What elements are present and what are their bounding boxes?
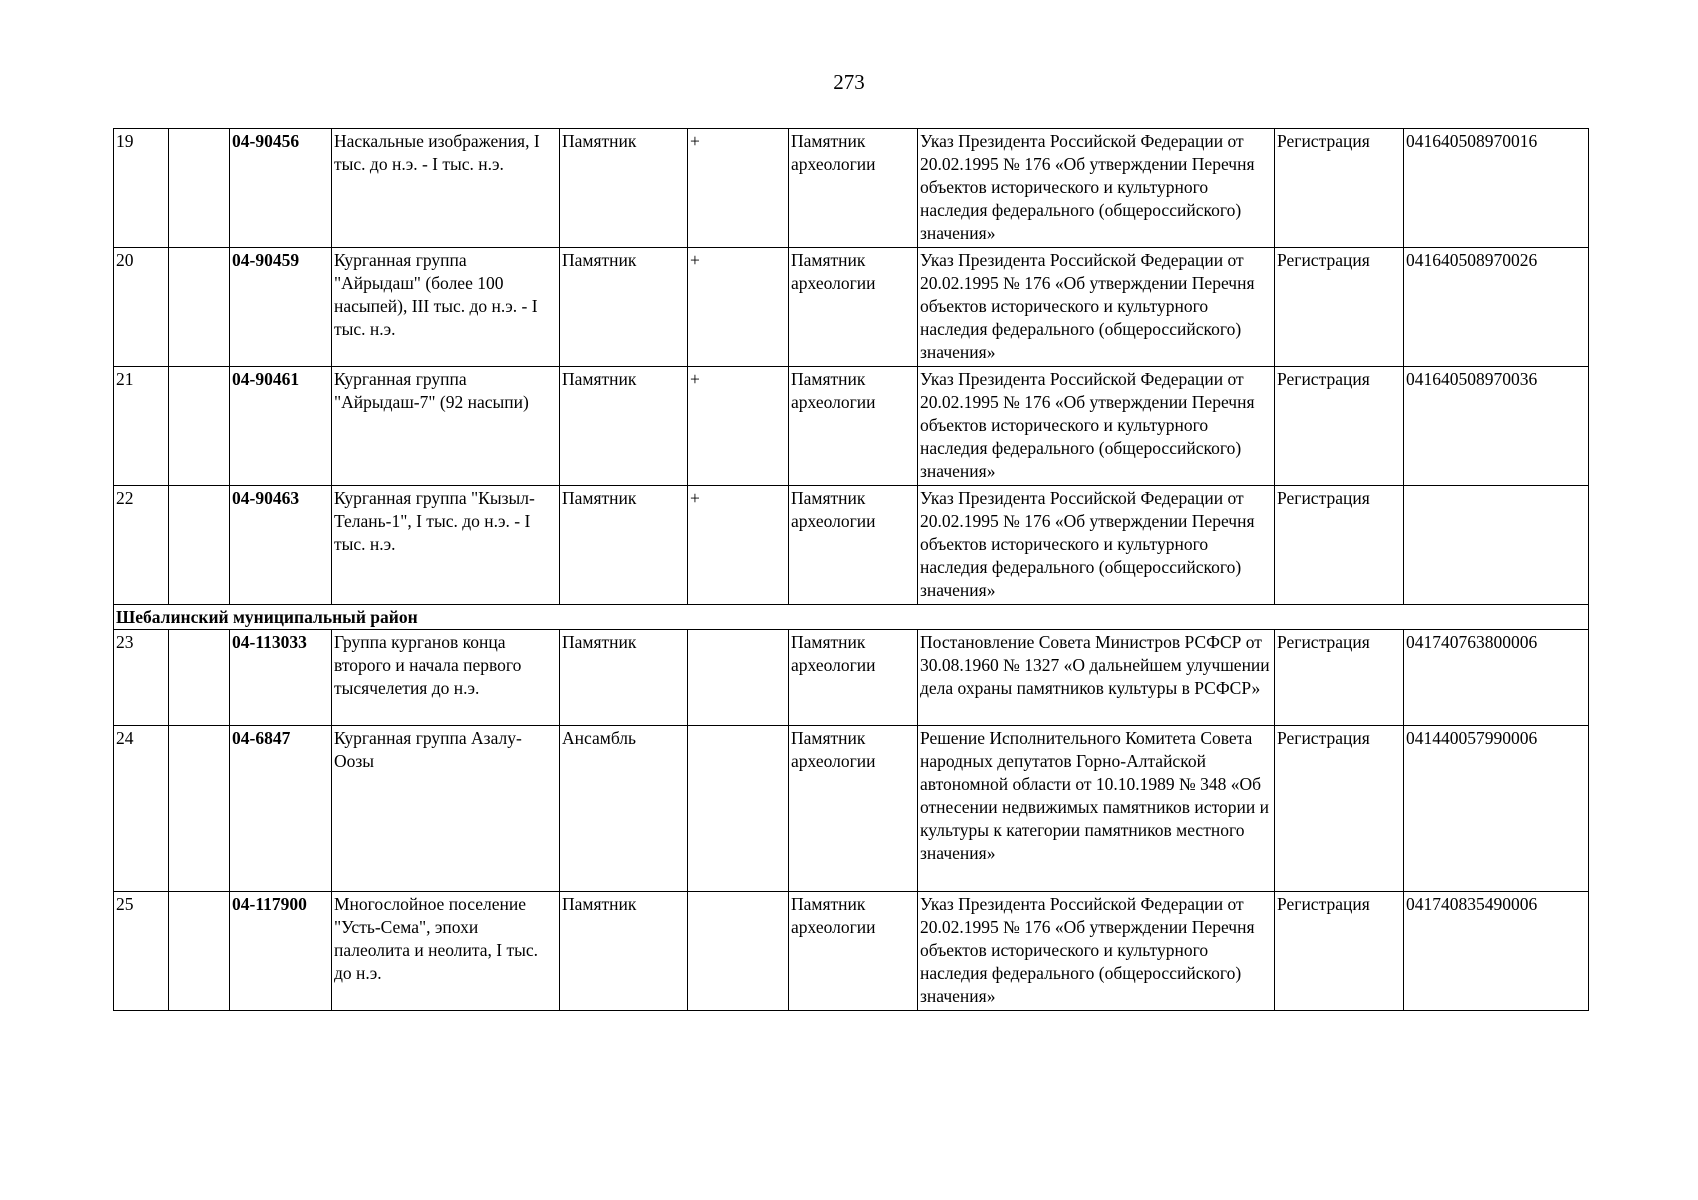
mark-cell: + bbox=[688, 248, 789, 367]
registration-number: 041640508970016 bbox=[1404, 129, 1589, 248]
object-code: 04-6847 bbox=[230, 726, 332, 892]
status-cell: Регистрация bbox=[1275, 726, 1404, 892]
empty-cell bbox=[169, 367, 230, 486]
status-cell: Регистрация bbox=[1275, 248, 1404, 367]
mark-cell bbox=[688, 726, 789, 892]
empty-cell bbox=[169, 726, 230, 892]
row-number: 25 bbox=[114, 892, 169, 1011]
row-number: 24 bbox=[114, 726, 169, 892]
status-cell: Регистрация bbox=[1275, 367, 1404, 486]
registration-number: 041740763800006 bbox=[1404, 630, 1589, 726]
mark-cell bbox=[688, 630, 789, 726]
status-cell: Регистрация bbox=[1275, 892, 1404, 1011]
legal-document: Указ Президента Российской Федерации от 20.02.1995 № 176 «Об утверждении Перечня объектов исторического и культурного наследия федерального (общероссийского) значения» bbox=[918, 248, 1275, 367]
object-code: 04-90456 bbox=[230, 129, 332, 248]
object-name: Курганная группа "Кызыл-Телань-1", I тыс. до н.э. - I тыс. н.э. bbox=[332, 486, 560, 605]
registration-number: 041740835490006 bbox=[1404, 892, 1589, 1011]
legal-document: Постановление Совета Министров РСФСР от 30.08.1960 № 1327 «О дальнейшем улучшении дела охраны памятников культуры в РСФСР» bbox=[918, 630, 1275, 726]
object-type: Памятник bbox=[560, 892, 688, 1011]
page-number: 273 bbox=[833, 70, 865, 94]
object-type: Ансамбль bbox=[560, 726, 688, 892]
empty-cell bbox=[169, 892, 230, 1011]
status-cell: Регистрация bbox=[1275, 129, 1404, 248]
mark-cell: + bbox=[688, 129, 789, 248]
object-code: 04-90461 bbox=[230, 367, 332, 486]
row-number: 23 bbox=[114, 630, 169, 726]
mark-cell bbox=[688, 892, 789, 1011]
table-row bbox=[114, 726, 1589, 892]
row-number: 21 bbox=[114, 367, 169, 486]
object-name: Курганная группа "Айрыдаш-7" (92 насыпи) bbox=[332, 367, 560, 486]
object-category: Памятник археологии bbox=[789, 726, 918, 892]
table-row bbox=[114, 367, 1589, 486]
legal-document: Указ Президента Российской Федерации от 20.02.1995 № 176 «Об утверждении Перечня объектов исторического и культурного наследия федерального (общероссийского) значения» bbox=[918, 486, 1275, 605]
object-name: Многослойное поселение "Усть-Сема", эпохи палеолита и неолита, I тыс. до н.э. bbox=[332, 892, 560, 1011]
mark-cell: + bbox=[688, 367, 789, 486]
status-cell: Регистрация bbox=[1275, 486, 1404, 605]
object-type: Памятник bbox=[560, 129, 688, 248]
registration-number: 041640508970036 bbox=[1404, 367, 1589, 486]
row-number: 19 bbox=[114, 129, 169, 248]
object-type: Памятник bbox=[560, 248, 688, 367]
empty-cell bbox=[169, 129, 230, 248]
object-code: 04-90459 bbox=[230, 248, 332, 367]
object-category: Памятник археологии bbox=[789, 248, 918, 367]
legal-document: Указ Президента Российской Федерации от 20.02.1995 № 176 «Об утверждении Перечня объектов исторического и культурного наследия федерального (общероссийского) значения» bbox=[918, 129, 1275, 248]
row-number: 20 bbox=[114, 248, 169, 367]
object-type: Памятник bbox=[560, 367, 688, 486]
legal-document: Указ Президента Российской Федерации от 20.02.1995 № 176 «Об утверждении Перечня объектов исторического и культурного наследия федерального (общероссийского) значения» bbox=[918, 892, 1275, 1011]
registration-number: 041640508970026 bbox=[1404, 248, 1589, 367]
table-row bbox=[114, 248, 1589, 367]
object-category: Памятник археологии bbox=[789, 367, 918, 486]
object-category: Памятник археологии bbox=[789, 129, 918, 248]
object-category: Памятник археологии bbox=[789, 630, 918, 726]
registration-number bbox=[1404, 486, 1589, 605]
object-code: 04-117900 bbox=[230, 892, 332, 1011]
object-code: 04-113033 bbox=[230, 630, 332, 726]
legal-document: Указ Президента Российской Федерации от 20.02.1995 № 176 «Об утверждении Перечня объектов исторического и культурного наследия федерального (общероссийского) значения» bbox=[918, 367, 1275, 486]
object-type: Памятник bbox=[560, 630, 688, 726]
table-row bbox=[114, 630, 1589, 726]
object-type: Памятник bbox=[560, 486, 688, 605]
object-name: Курганная группа Азалу-Оозы bbox=[332, 726, 560, 892]
row-number: 22 bbox=[114, 486, 169, 605]
object-code: 04-90463 bbox=[230, 486, 332, 605]
section-header-row bbox=[114, 605, 1589, 630]
legal-document: Решение Исполнительного Комитета Совета народных депутатов Горно-Алтайской автономной области от 10.10.1989 № 348 «Об отнесении недвижимых памятников истории и культуры к категории памятников местного значения» bbox=[918, 726, 1275, 892]
table-row bbox=[114, 129, 1589, 248]
empty-cell bbox=[169, 486, 230, 605]
section-title: Шебалинский муниципальный район bbox=[114, 605, 1589, 630]
registration-number: 041440057990006 bbox=[1404, 726, 1589, 892]
object-name: Группа курганов конца второго и начала первого тысячелетия до н.э. bbox=[332, 630, 560, 726]
status-cell: Регистрация bbox=[1275, 630, 1404, 726]
table-row bbox=[114, 892, 1589, 1011]
empty-cell bbox=[169, 630, 230, 726]
object-category: Памятник археологии bbox=[789, 892, 918, 1011]
heritage-registry-table bbox=[113, 128, 1589, 1011]
object-name: Курганная группа "Айрыдаш" (более 100 насыпей), III тыс. до н.э. - I тыс. н.э. bbox=[332, 248, 560, 367]
empty-cell bbox=[169, 248, 230, 367]
mark-cell: + bbox=[688, 486, 789, 605]
object-name: Наскальные изображения, I тыс. до н.э. - I тыс. н.э. bbox=[332, 129, 560, 248]
object-category: Памятник археологии bbox=[789, 486, 918, 605]
table-row bbox=[114, 486, 1589, 605]
